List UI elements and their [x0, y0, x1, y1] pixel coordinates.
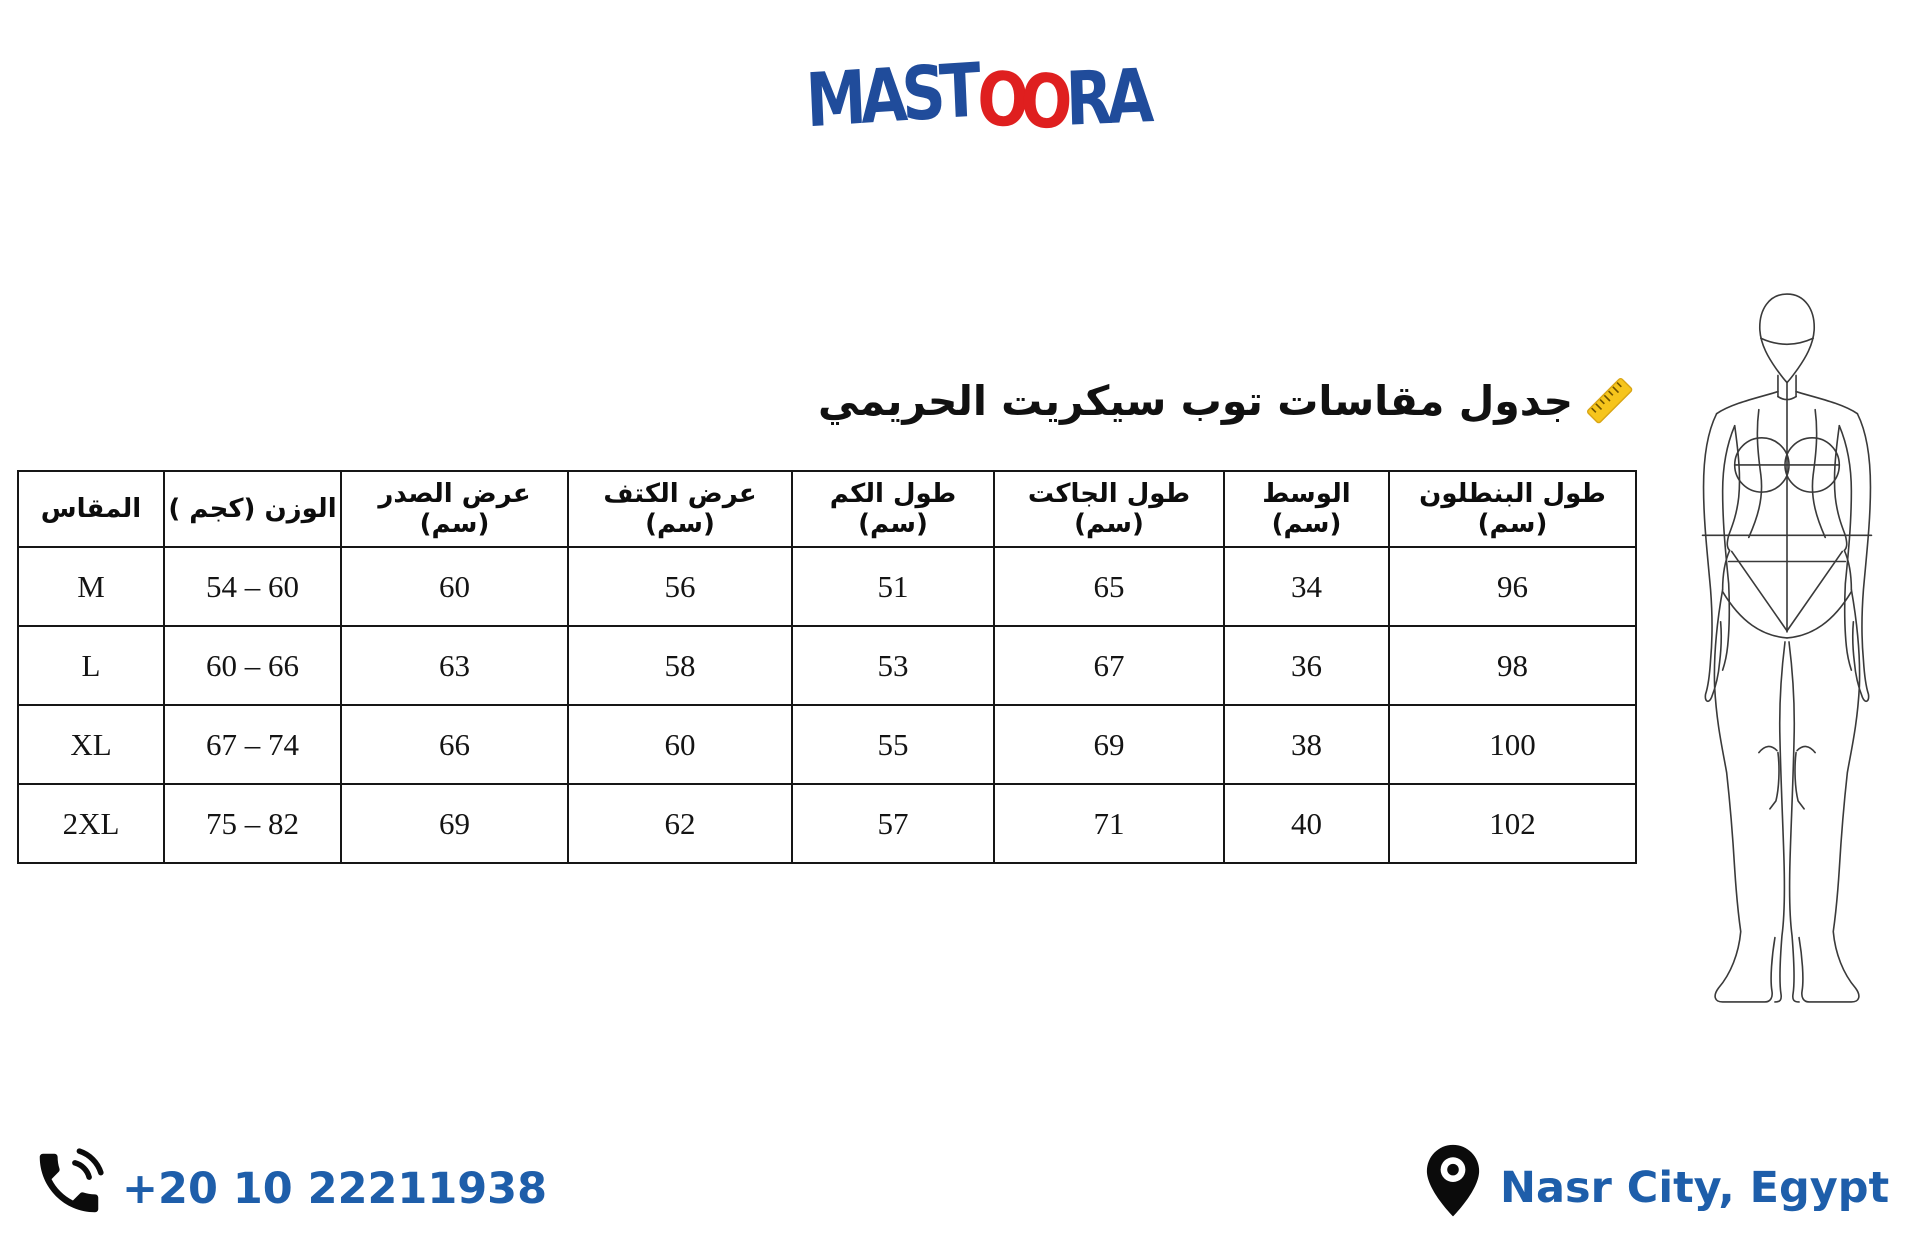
phone-number: +20 10 22211938 — [122, 1163, 548, 1214]
col-header-pants: طول البنطلون (سم) — [1389, 471, 1636, 547]
cell-pants: 98 — [1389, 626, 1636, 705]
cell-weight: 60 – 66 — [164, 626, 341, 705]
logo-text-left: MAST — [804, 47, 978, 145]
cell-jacket: 67 — [994, 626, 1224, 705]
phone-icon — [30, 1144, 108, 1233]
col-header-size: المقاس — [18, 471, 164, 547]
logo-text-right: RA — [1064, 53, 1149, 143]
location-contact — [1420, 1142, 1889, 1233]
cell-sleeve: 57 — [792, 784, 994, 863]
cell-shoulder: 60 — [568, 705, 792, 784]
mannequin-figure — [1698, 292, 1876, 1008]
cell-weight: 67 – 74 — [164, 705, 341, 784]
cell-pants: 102 — [1389, 784, 1636, 863]
cell-waist: 38 — [1224, 705, 1389, 784]
table-row-m — [18, 547, 1636, 626]
cell-jacket: 71 — [994, 784, 1224, 863]
table-row-xl — [18, 705, 1636, 784]
page-title — [818, 376, 1635, 426]
cell-weight: 54 – 60 — [164, 547, 341, 626]
cell-shoulder: 62 — [568, 784, 792, 863]
brand-logo — [806, 44, 1148, 152]
cell-waist: 36 — [1224, 626, 1389, 705]
cell-waist: 34 — [1224, 547, 1389, 626]
cell-waist: 40 — [1224, 784, 1389, 863]
cell-chest: 69 — [341, 784, 568, 863]
header-row — [18, 471, 1636, 547]
mannequin-drawing — [1698, 292, 1876, 1008]
table-row-2xl — [18, 784, 1636, 863]
cell-chest: 60 — [341, 547, 568, 626]
cell-size: XL — [18, 705, 164, 784]
logo-text-oo: OO — [975, 56, 1066, 146]
col-header-sleeve: طول الكم (سم) — [792, 471, 994, 547]
cell-weight: 75 – 82 — [164, 784, 341, 863]
cell-size: L — [18, 626, 164, 705]
col-header-jacket: طول الجاكت (سم) — [994, 471, 1224, 547]
cell-size: M — [18, 547, 164, 626]
col-header-chest: عرض الصدر (سم) — [341, 471, 568, 547]
cell-jacket: 69 — [994, 705, 1224, 784]
cell-pants: 100 — [1389, 705, 1636, 784]
page-title-text: جدول مقاسات توب سيكريت الحريمي — [818, 377, 1573, 425]
table-row-l — [18, 626, 1636, 705]
size-chart-table — [17, 470, 1637, 864]
cell-size: 2XL — [18, 784, 164, 863]
col-header-shoulder: عرض الكتف (سم) — [568, 471, 792, 547]
cell-shoulder: 56 — [568, 547, 792, 626]
ruler-icon — [1585, 376, 1635, 426]
phone-contact — [30, 1144, 547, 1233]
cell-sleeve: 51 — [792, 547, 994, 626]
col-header-waist: الوسط (سم) — [1224, 471, 1389, 547]
cell-chest: 63 — [341, 626, 568, 705]
cell-jacket: 65 — [994, 547, 1224, 626]
cell-sleeve: 53 — [792, 626, 994, 705]
col-header-weight: الوزن (كجم ) — [164, 471, 341, 547]
cell-pants: 96 — [1389, 547, 1636, 626]
cell-chest: 66 — [341, 705, 568, 784]
location-text: Nasr City, Egypt — [1500, 1162, 1890, 1213]
location-pin-icon — [1420, 1142, 1486, 1233]
cell-sleeve: 55 — [792, 705, 994, 784]
cell-shoulder: 58 — [568, 626, 792, 705]
